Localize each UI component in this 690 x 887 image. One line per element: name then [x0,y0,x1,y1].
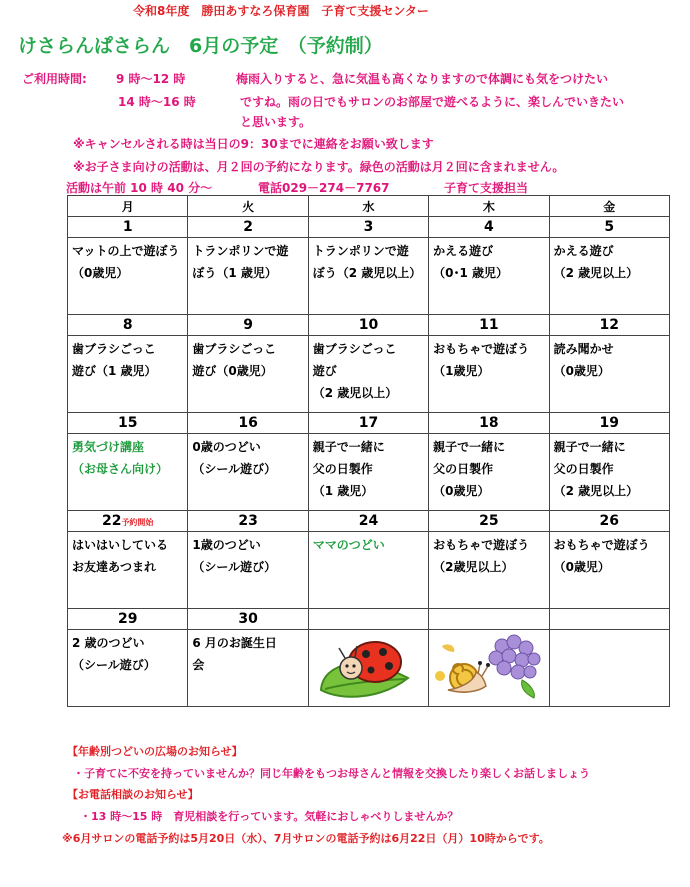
day-number-text: 2 [243,219,253,235]
calendar-day-cell [549,511,669,609]
activity-text [550,630,669,706]
calendar-day-cell [549,609,669,707]
day-number-text: 19 [599,415,620,431]
hours-pm: 14 時～16 時 [118,95,196,109]
calendar-day-cell [308,413,428,511]
day-number-text: 12 [599,317,620,333]
calendar-day-cell [549,413,669,511]
activity-text: 親子で一緒に 父の日製作 （1 歳児） [312,440,385,498]
day-number-text: 1 [122,219,133,235]
activity-text: ママのつどい [312,538,385,552]
day-number-text: 25 [479,513,499,529]
calendar-week-row [68,315,670,413]
day-number [309,511,428,532]
day-number [188,315,307,336]
activity-text: 2 歳のつどい （シール遊び） [72,636,156,672]
day-number [429,217,548,238]
activity-text: 親子で一緒に 父の日製作 （0歳児） [433,440,506,498]
activity-text: 6 月のお誕生日 会 [192,636,277,672]
calendar-day-cell [308,511,428,609]
activity-text: 勇気づけ講座 （お母さん向け） [72,440,169,476]
day-number [550,315,669,336]
day-number [429,511,548,532]
day-number-text: 18 [479,415,499,431]
calendar-week-row [68,511,670,609]
day-number [309,413,428,434]
day-number-text: 3 [363,219,374,235]
activity-text: トランポリンで遊 ぼう（1 歳児） [192,244,289,280]
activity-text: はいはいしている お友達あつまれ [72,538,169,574]
day-number-text: 5 [604,219,615,235]
calendar-day-cell [429,315,549,413]
activity-text: おもちゃで遊ぼう （0歳児） [553,538,650,574]
calendar-day-cell [549,315,669,413]
message-line-3: と思います。 [240,115,312,129]
activity-text: 読み聞かせ （0歳児） [553,342,614,378]
calendar-day-cell [188,217,308,315]
weekday-mon: 月 [68,196,188,217]
day-number [550,217,669,238]
day-number-text: 9 [243,317,253,333]
organization-header: 令和8年度 勝田あすなろ保育園 子育て支援センター [133,4,429,18]
reservation-start-tag: 予約開始 [121,518,154,527]
day-number-text: 23 [238,513,258,529]
activity-text: 0歳のつどい （シール遊び） [192,440,277,476]
day-number [429,413,548,434]
calendar-day-cell [68,511,188,609]
snail-and-hydrangea-illustration [433,632,544,706]
calendar-day-cell [549,217,669,315]
day-number-text: 16 [238,415,258,431]
cancel-note: ※キャンセルされる時は当日の9：30までに連絡をお願い致します [73,137,434,151]
calendar-day-cell [308,609,428,707]
day-number [188,511,307,532]
weekday-tue: 火 [188,196,308,217]
day-number-text: 30 [238,611,258,627]
day-number-text: 11 [479,317,499,333]
activity-time: 活動は午前 10 時 40 分～ [66,181,213,195]
calendar-day-cell [188,315,308,413]
message-line-2: ですね。雨の日でもサロンのお部屋で遊べるように、楽しんでいきたい [240,95,625,109]
day-number [429,315,548,336]
calendar-body [68,217,670,707]
weekday-header-row [68,196,670,217]
day-number-text: 4 [483,219,494,235]
day-number-text: 15 [117,415,138,431]
weekday-thu: 木 [429,196,549,217]
weekday-fri: 金 [549,196,669,217]
activity-text: おもちゃで遊ぼう （2歳児以上） [433,538,530,574]
activity-text: 歯ブラシごっこ 遊び（1 歳児） [72,342,157,378]
activity-text: 親子で一緒に 父の日製作 （2 歳児以上） [553,440,639,498]
day-number-text: 29 [117,611,138,627]
calendar-day-cell [429,217,549,315]
calendar-day-cell [308,217,428,315]
hours-label: ご利用時間: [22,72,87,86]
day-number [68,217,187,238]
activity-text: 歯ブラシごっこ 遊び（0歳児） [192,342,277,378]
day-number [188,217,307,238]
day-number [68,609,187,630]
calendar-day-cell [68,413,188,511]
day-number [68,511,187,532]
day-number [68,413,187,434]
activity-text: トランポリンで遊 ぼう（2 歳児以上） [312,244,422,280]
calendar-day-cell [188,413,308,511]
phone-consult-text: ・13 時～15 時 育児相談を行っています。気軽におしゃべりしませんか？ [80,810,459,823]
day-number [188,609,307,630]
day-number [309,609,428,630]
activity-text: 1歳のつどい （シール遊び） [192,538,277,574]
day-number [429,609,548,630]
calendar-day-cell [68,609,188,707]
activity-text: おもちゃで遊ぼう （1歳児） [433,342,530,378]
calendar-day-cell [188,609,308,707]
day-number-text: 26 [599,513,620,529]
calendar-day-cell [188,511,308,609]
activity-text [309,630,428,706]
plaza-text: ・子育てに不安を持っていませんか？同じ年齢をもつお母さんと情報を交換したり楽しくお話しましょう [73,767,590,780]
plaza-heading: 【年齢別つどいの広場のお知らせ】 [67,745,243,758]
calendar-day-cell [429,511,549,609]
day-number [188,413,307,434]
activity-text: かえる遊び （2 歳児以上） [553,244,639,280]
day-number [550,511,669,532]
day-number [309,315,428,336]
activity-text: かえる遊び （0･1 歳児） [433,244,509,280]
activity-text: 歯ブラシごっこ 遊び （2 歳児以上） [312,342,398,400]
day-number [309,217,428,238]
phone-consult-heading: 【お電話相談のお知らせ】 [67,788,199,801]
calendar-day-cell [68,217,188,315]
phone-number: 電話029－274－7767 [258,181,390,195]
phone-reservation-note: ※6月サロンの電話予約は5月20日（水）、7月サロンの電話予約は6月22日（月）10時からです。 [62,832,550,845]
calendar-day-cell [429,413,549,511]
calendar-day-cell [68,315,188,413]
day-number-text: 17 [358,415,379,431]
activity-text: マットの上で遊ぼう （0歳児） [72,244,180,280]
weekday-wed: 水 [308,196,428,217]
calendar-day-cell [308,315,428,413]
reservation-note: ※お子さま向けの活動は、月２回の予約になります。緑色の活動は月２回に含まれません。 [73,160,565,174]
page-title: けさらんぱさらん 6月の予定 （予約制） [18,35,383,57]
day-number [68,315,187,336]
day-number-text: 10 [358,317,379,333]
day-number-text: 8 [122,317,133,333]
message-line-1: 梅雨入りすると、急に気温も高くなりますので体調にも気をつけたい [236,72,609,86]
staff-label: 子育て支援担当 [444,181,529,195]
calendar-week-row [68,609,670,707]
calendar-week-row [68,413,670,511]
day-number [550,413,669,434]
day-number-text: 24 [358,513,379,529]
calendar-table [67,195,670,707]
ladybug-on-leaf-illustration [313,632,424,706]
calendar-week-row [68,217,670,315]
day-number [550,609,669,630]
activity-text [429,630,548,706]
calendar-day-cell [429,609,549,707]
hours-am: 9 時～12 時 [116,72,186,86]
day-number-text: 22 [101,513,122,529]
